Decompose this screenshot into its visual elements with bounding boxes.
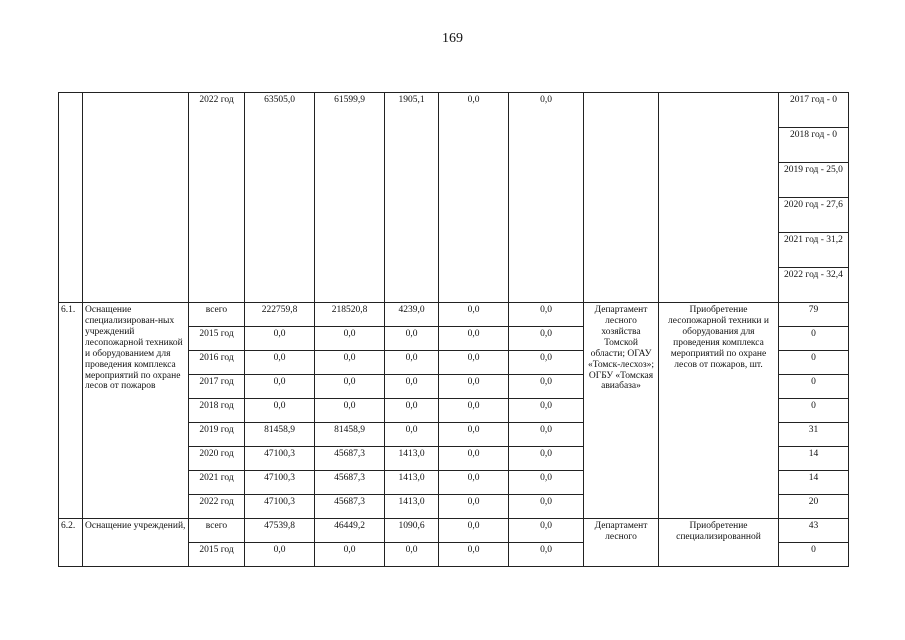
value-cell: 1905,1 [385, 93, 439, 303]
period-cell: 2018 год [189, 399, 245, 423]
value-cell: 0,0 [315, 351, 385, 375]
page-number: 169 [442, 31, 463, 46]
value-cell: 0,0 [439, 423, 509, 447]
value-cell: 47539,8 [245, 519, 315, 543]
value-cell: 0,0 [385, 375, 439, 399]
value-cell: 0,0 [509, 375, 584, 399]
value-cell: 63505,0 [245, 93, 315, 303]
value-cell: 0,0 [315, 543, 385, 567]
value-cell: 0,0 [439, 93, 509, 303]
value-cell: 0,0 [245, 327, 315, 351]
period-cell: 2021 год [189, 471, 245, 495]
value-cell: 0,0 [245, 399, 315, 423]
continuation-row [59, 93, 849, 128]
value-cell: 1413,0 [385, 447, 439, 471]
target-cell: 0 [779, 543, 849, 567]
indicator-cell: Приобретение лесопожарной техники и оборудования для проведения комплекса мероприятий по охране лесов от пожаров, шт. [659, 303, 779, 519]
value-cell: 45687,3 [315, 447, 385, 471]
period-cell: 2022 год [189, 495, 245, 519]
period-cell: 2020 год [189, 447, 245, 471]
target-cell: 20 [779, 495, 849, 519]
value-cell: 0,0 [439, 543, 509, 567]
indicator-value-cell: 2018 год - 0 [779, 128, 849, 163]
value-cell: 0,0 [509, 543, 584, 567]
value-cell: 1090,6 [385, 519, 439, 543]
value-cell: 0,0 [385, 423, 439, 447]
value-cell: 0,0 [509, 423, 584, 447]
value-cell: 0,0 [315, 375, 385, 399]
value-cell: 0,0 [385, 351, 439, 375]
indicator-cell [659, 93, 779, 303]
executor-cell: Департамент лесного [584, 519, 659, 567]
value-cell: 0,0 [439, 399, 509, 423]
indicator-value-cell: 2020 год - 27,6 [779, 198, 849, 233]
period-cell: 2015 год [189, 543, 245, 567]
value-cell: 0,0 [509, 519, 584, 543]
value-cell: 47100,3 [245, 495, 315, 519]
indicator-value-cell: 2022 год - 32,4 [779, 268, 849, 303]
value-cell: 0,0 [245, 351, 315, 375]
value-cell: 47100,3 [245, 447, 315, 471]
value-cell: 0,0 [439, 375, 509, 399]
value-cell: 0,0 [439, 519, 509, 543]
period-cell: 2019 год [189, 423, 245, 447]
indicator-cell: Приобретение специализированной [659, 519, 779, 567]
period-cell: 2022 год [189, 93, 245, 303]
value-cell: 0,0 [439, 471, 509, 495]
value-cell: 4239,0 [385, 303, 439, 327]
item-number: 6.2. [59, 519, 83, 567]
period-cell: всего [189, 303, 245, 327]
value-cell: 0,0 [509, 351, 584, 375]
value-cell: 0,0 [439, 495, 509, 519]
value-cell: 1413,0 [385, 495, 439, 519]
value-cell: 0,0 [509, 495, 584, 519]
period-cell: 2017 год [189, 375, 245, 399]
item-number: 6.1. [59, 303, 83, 519]
indicator-value-cell: 2019 год - 25,0 [779, 163, 849, 198]
name-cell [83, 93, 189, 303]
value-cell: 0,0 [439, 447, 509, 471]
value-cell: 0,0 [245, 543, 315, 567]
value-cell: 0,0 [315, 327, 385, 351]
item-name: Оснащение специализирован-ных учреждений лесопожарной техникой и оборудованием для проведения комплекса мероприятий по охране лесов от пожаров [83, 303, 189, 519]
target-cell: 0 [779, 375, 849, 399]
value-cell: 0,0 [509, 303, 584, 327]
target-cell: 0 [779, 399, 849, 423]
value-cell: 0,0 [509, 327, 584, 351]
value-cell: 45687,3 [315, 471, 385, 495]
indicator-value-cell: 2017 год - 0 [779, 93, 849, 128]
target-cell: 0 [779, 327, 849, 351]
value-cell: 0,0 [245, 375, 315, 399]
target-cell: 43 [779, 519, 849, 543]
target-cell: 0 [779, 351, 849, 375]
value-cell: 81458,9 [245, 423, 315, 447]
value-cell: 218520,8 [315, 303, 385, 327]
value-cell: 0,0 [385, 399, 439, 423]
value-cell: 0,0 [509, 93, 584, 303]
value-cell: 0,0 [385, 327, 439, 351]
number-cell [59, 93, 83, 303]
value-cell: 0,0 [509, 471, 584, 495]
value-cell: 0,0 [509, 399, 584, 423]
indicator-value-cell: 2021 год - 31,2 [779, 233, 849, 268]
target-cell: 79 [779, 303, 849, 327]
table-row [59, 303, 849, 327]
executor-cell [584, 93, 659, 303]
value-cell: 45687,3 [315, 495, 385, 519]
period-cell: всего [189, 519, 245, 543]
value-cell: 0,0 [439, 303, 509, 327]
target-cell: 14 [779, 447, 849, 471]
executor-cell: Департамент лесного хозяйства Томской области; ОГАУ «Томск-лесхоз»; ОГБУ «Томская авиабаза» [584, 303, 659, 519]
value-cell: 0,0 [385, 543, 439, 567]
value-cell: 222759,8 [245, 303, 315, 327]
value-cell: 1413,0 [385, 471, 439, 495]
item-name: Оснащение учреждений, [83, 519, 189, 567]
target-cell: 14 [779, 471, 849, 495]
value-cell: 47100,3 [245, 471, 315, 495]
value-cell: 61599,9 [315, 93, 385, 303]
value-cell: 0,0 [509, 447, 584, 471]
period-cell: 2016 год [189, 351, 245, 375]
value-cell: 81458,9 [315, 423, 385, 447]
value-cell: 0,0 [439, 327, 509, 351]
value-cell: 46449,2 [315, 519, 385, 543]
target-cell: 31 [779, 423, 849, 447]
period-cell: 2015 год [189, 327, 245, 351]
value-cell: 0,0 [439, 351, 509, 375]
value-cell: 0,0 [315, 399, 385, 423]
table-row [59, 519, 849, 543]
program-table [58, 92, 849, 567]
